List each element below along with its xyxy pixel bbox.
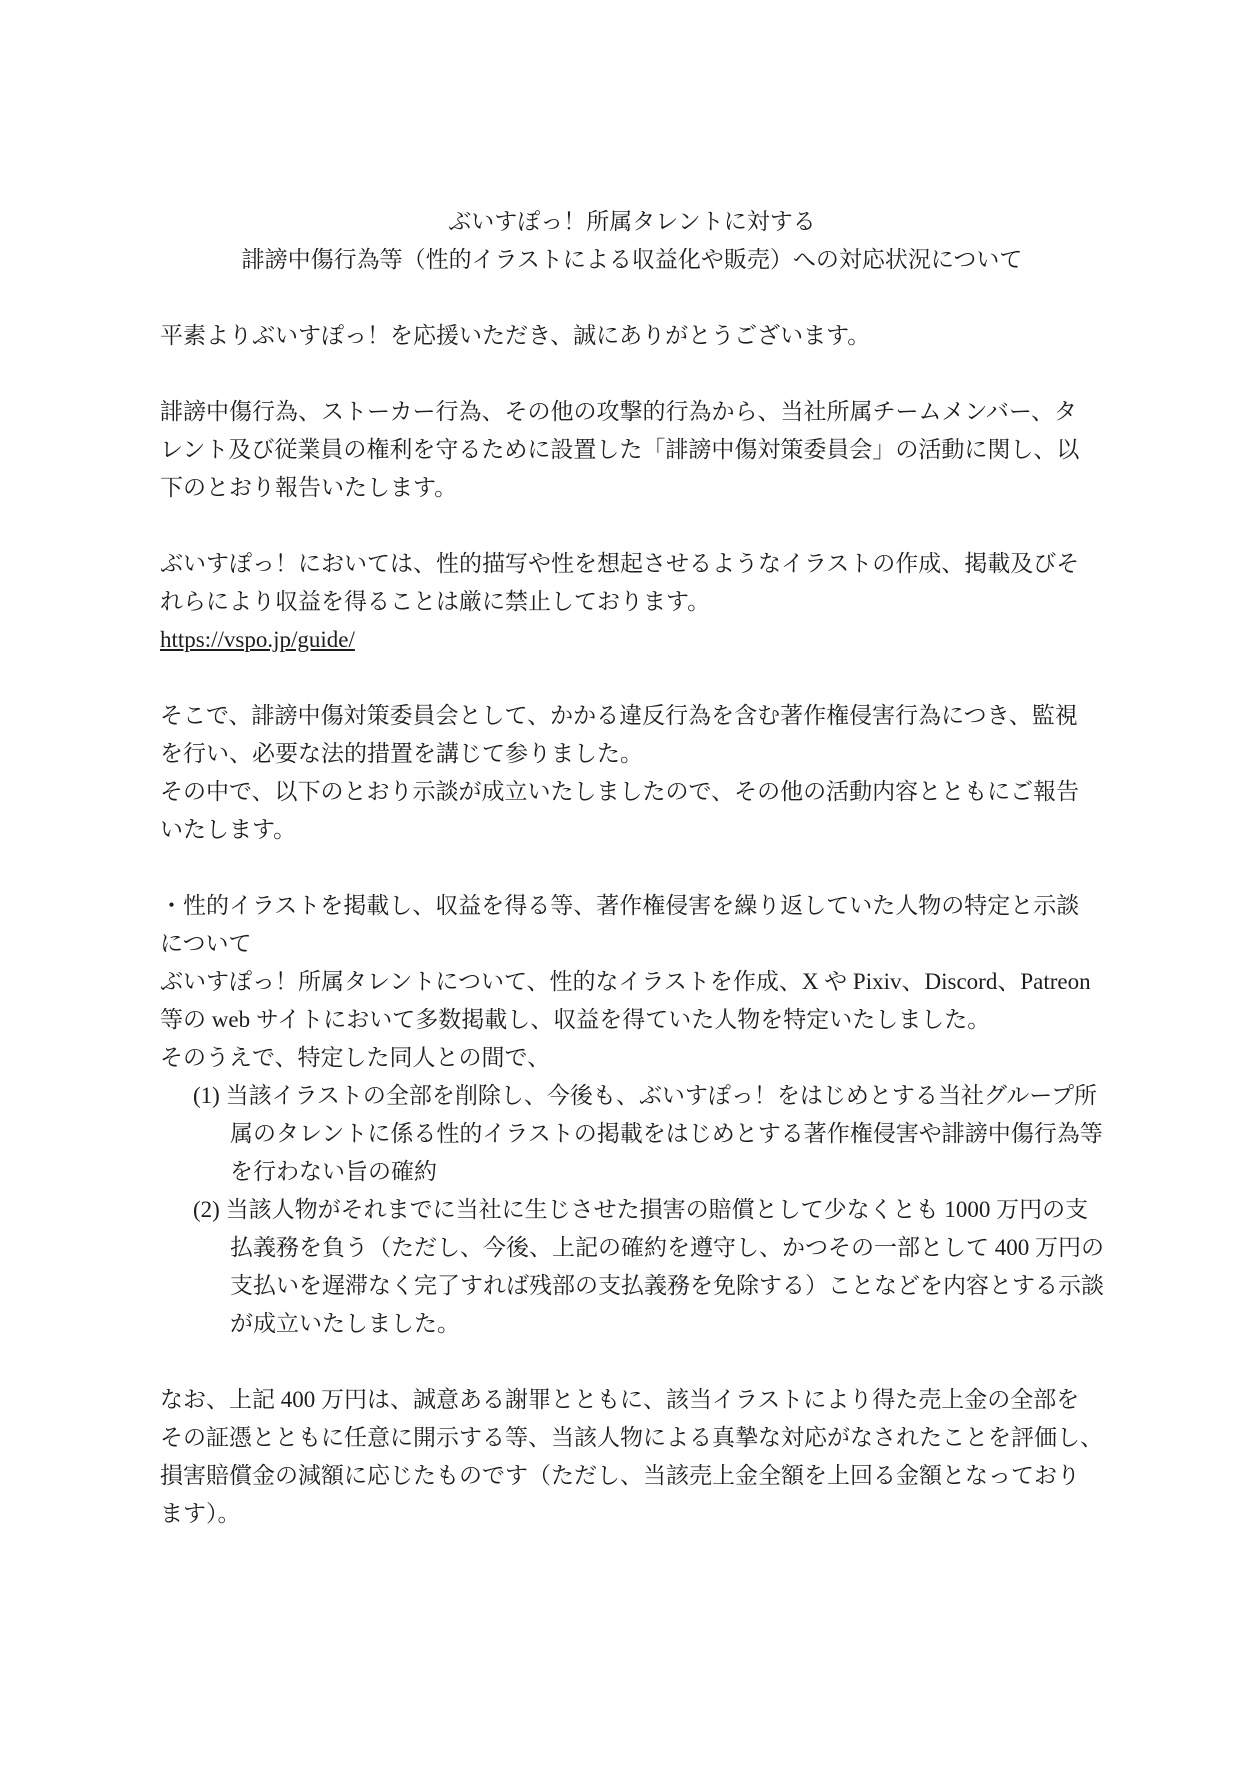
blank-line [160,507,1104,545]
list-item-line: が成立いたしました。 [230,1311,460,1336]
body-text-line: 誹謗中傷行為、ストーカー行為、その他の攻撃的行為から、当社所属チームメンバー、タ [160,399,1078,424]
body-text-line: なお、上記 400 万円は、誠意ある謝罪とともに、該当イラストにより得た売上金の全部を [160,1387,1080,1412]
list-item-line: 払義務を負う（ただし、今後、上記の確約を遵守し、かつその一部として 400 万円の [230,1235,1104,1260]
body-text-line: そこで、誹謗中傷対策委員会として、かかる違反行為を含む著作権侵害行為につき、監視 [160,703,1078,728]
document-title-line: 誹謗中傷行為等（性的イラストによる収益化や販売）への対応状況について [241,247,1023,272]
list-item-line: (1) 当該イラストの全部を削除し、今後も、ぶいすぽっ！をはじめとする当社グループ所 [193,1083,1098,1108]
body-text-line: 等の web サイトにおいて多数掲載し、収益を得ていた人物を特定いたしました。 [160,1007,991,1032]
list-item-line: 支払いを遅滞なく完了すれば残部の支払義務を免除する）ことなどを内容とする示談 [230,1273,1104,1298]
body-text-line: ぶいすぽっ！においては、性的描写や性を想起させるようなイラストの作成、掲載及びそ [160,551,1080,576]
body-text-line: その証憑とともに任意に開示する等、当該人物による真摯な対応がなされたことを評価し、 [160,1425,1103,1450]
vspo-guide-link[interactable]: https://vspo.jp/guide/ [160,627,355,652]
link-line [160,621,1104,659]
body-text-line: 平素よりぶいすぽっ！を応援いただき、誠にありがとうございます。 [160,323,871,348]
body-text-line: そのうえで、特定した同人との間で、 [160,1045,551,1070]
blank-line [160,1343,1104,1381]
body-text-line: 下のとおり報告いたします。 [160,475,458,500]
body-text-line: ぶいすぽっ！所属タレントについて、性的なイラストを作成、X や Pixiv、Discord、Patreon [160,969,1091,994]
list-item-line: (2) 当該人物がそれまでに当社に生じさせた損害の賠償として少なくとも 1000 万円の支 [193,1197,1089,1222]
body-text-line: について [160,931,252,956]
blank-line [160,279,1104,317]
body-text-line: を行い、必要な法的措置を講じて参りました。 [160,741,643,766]
blank-line [160,355,1104,393]
body-text-line: ・性的イラストを掲載し、収益を得る等、著作権侵害を繰り返していた人物の特定と示談 [160,893,1080,918]
blank-line [160,849,1104,887]
document-text-block [160,203,1104,1533]
blank-line [160,659,1104,697]
body-text-line: ます）。 [160,1501,241,1526]
body-text-line: その中で、以下のとおり示談が成立いたしましたので、その他の活動内容とともにご報告 [160,779,1080,804]
list-item-line: を行わない旨の確約 [230,1159,437,1184]
document-title-line: ぶいすぽっ！所属タレントに対する [448,209,816,234]
body-text-line: れらにより収益を得ることは厳に禁止しております。 [160,589,711,614]
list-item-line: 属のタレントに係る性的イラストの掲載をはじめとする著作権侵害や誹謗中傷行為等 [230,1121,1103,1146]
body-text-line: レント及び従業員の権利を守るために設置した「誹謗中傷対策委員会」の活動に関し、以 [160,437,1080,462]
body-text-line: 損害賠償金の減額に応じたものです（ただし、当該売上金全額を上回る金額となっており [160,1463,1080,1488]
body-text-line: いたします。 [160,817,297,842]
